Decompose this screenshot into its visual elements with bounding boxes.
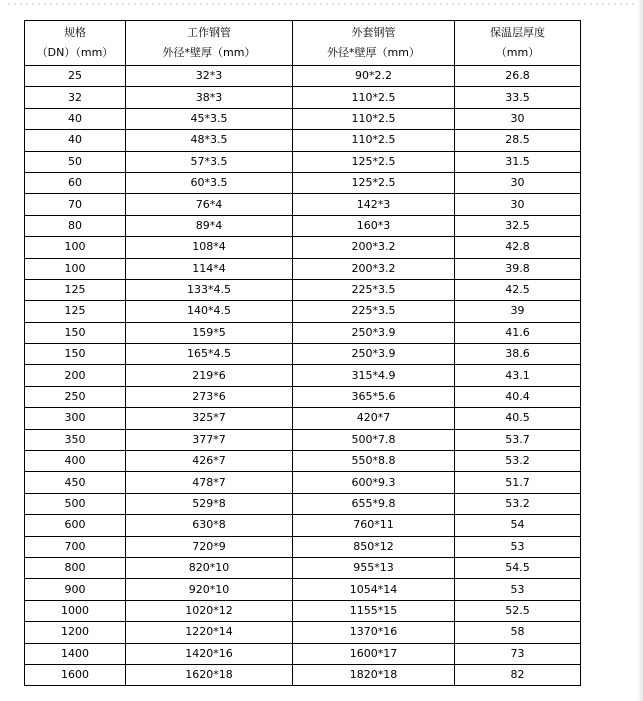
cell-working-pipe: 273*6 <box>126 386 293 407</box>
cell-spec-dn: 70 <box>25 194 126 215</box>
table-row <box>25 344 581 365</box>
cell-insulation-thickness: 38.6 <box>455 344 581 365</box>
cell-working-pipe: 38*3 <box>126 87 293 108</box>
cell-insulation-thickness: 53.2 <box>455 493 581 514</box>
cell-spec-dn: 400 <box>25 451 126 472</box>
cell-outer-casing-pipe: 420*7 <box>293 408 455 429</box>
cell-spec-dn: 80 <box>25 215 126 236</box>
table-row <box>25 664 581 685</box>
cell-insulation-thickness: 43.1 <box>455 365 581 386</box>
cell-working-pipe: 1420*16 <box>126 643 293 664</box>
table-row <box>25 451 581 472</box>
cell-working-pipe: 114*4 <box>126 258 293 279</box>
header-outer-casing-pipe: 外套钢管 外径*壁厚（mm） <box>293 21 455 66</box>
cell-spec-dn: 450 <box>25 472 126 493</box>
cell-spec-dn: 1600 <box>25 664 126 685</box>
cell-outer-casing-pipe: 1155*15 <box>293 600 455 621</box>
cell-outer-casing-pipe: 225*3.5 <box>293 279 455 300</box>
pipe-spec-table <box>24 20 581 686</box>
cell-outer-casing-pipe: 250*3.9 <box>293 344 455 365</box>
cell-working-pipe: 219*6 <box>126 365 293 386</box>
cell-outer-casing-pipe: 200*3.2 <box>293 258 455 279</box>
cell-insulation-thickness: 30 <box>455 108 581 129</box>
cell-insulation-thickness: 53.2 <box>455 451 581 472</box>
cell-spec-dn: 600 <box>25 515 126 536</box>
cell-working-pipe: 720*9 <box>126 536 293 557</box>
cell-working-pipe: 1620*18 <box>126 664 293 685</box>
cell-spec-dn: 200 <box>25 365 126 386</box>
cell-outer-casing-pipe: 550*8.8 <box>293 451 455 472</box>
table-row <box>25 258 581 279</box>
cell-outer-casing-pipe: 365*5.6 <box>293 386 455 407</box>
table-row <box>25 279 581 300</box>
cell-insulation-thickness: 41.6 <box>455 322 581 343</box>
cell-spec-dn: 32 <box>25 87 126 108</box>
table-row <box>25 622 581 643</box>
cell-spec-dn: 40 <box>25 130 126 151</box>
cell-working-pipe: 426*7 <box>126 451 293 472</box>
table-row <box>25 600 581 621</box>
header-spec-dn: 规格 （DN）（mm） <box>25 21 126 66</box>
cell-spec-dn: 50 <box>25 151 126 172</box>
table-row <box>25 472 581 493</box>
cell-insulation-thickness: 51.7 <box>455 472 581 493</box>
cell-working-pipe: 325*7 <box>126 408 293 429</box>
cell-outer-casing-pipe: 110*2.5 <box>293 87 455 108</box>
table-row <box>25 408 581 429</box>
cell-spec-dn: 40 <box>25 108 126 129</box>
cell-spec-dn: 125 <box>25 279 126 300</box>
cell-insulation-thickness: 53.7 <box>455 429 581 450</box>
cell-working-pipe: 1220*14 <box>126 622 293 643</box>
cell-insulation-thickness: 53 <box>455 579 581 600</box>
cell-working-pipe: 48*3.5 <box>126 130 293 151</box>
cell-working-pipe: 377*7 <box>126 429 293 450</box>
cell-insulation-thickness: 30 <box>455 194 581 215</box>
cell-spec-dn: 500 <box>25 493 126 514</box>
cell-working-pipe: 133*4.5 <box>126 279 293 300</box>
table-row <box>25 108 581 129</box>
cell-working-pipe: 630*8 <box>126 515 293 536</box>
cell-spec-dn: 25 <box>25 66 126 87</box>
table-row <box>25 66 581 87</box>
cell-outer-casing-pipe: 655*9.8 <box>293 493 455 514</box>
table-row <box>25 130 581 151</box>
cell-spec-dn: 1400 <box>25 643 126 664</box>
cell-working-pipe: 165*4.5 <box>126 344 293 365</box>
cell-spec-dn: 100 <box>25 237 126 258</box>
cell-spec-dn: 700 <box>25 536 126 557</box>
table-row <box>25 493 581 514</box>
cell-spec-dn: 900 <box>25 579 126 600</box>
cell-spec-dn: 1000 <box>25 600 126 621</box>
cell-outer-casing-pipe: 850*12 <box>293 536 455 557</box>
cell-insulation-thickness: 53 <box>455 536 581 557</box>
table-row <box>25 536 581 557</box>
table-row <box>25 557 581 578</box>
cell-insulation-thickness: 54.5 <box>455 557 581 578</box>
table-body <box>25 66 581 686</box>
cell-insulation-thickness: 40.4 <box>455 386 581 407</box>
cell-outer-casing-pipe: 315*4.9 <box>293 365 455 386</box>
cell-outer-casing-pipe: 760*11 <box>293 515 455 536</box>
cell-outer-casing-pipe: 1370*16 <box>293 622 455 643</box>
cell-working-pipe: 1020*12 <box>126 600 293 621</box>
table-row <box>25 151 581 172</box>
cell-working-pipe: 89*4 <box>126 215 293 236</box>
cell-insulation-thickness: 33.5 <box>455 87 581 108</box>
cell-outer-casing-pipe: 1054*14 <box>293 579 455 600</box>
table-row <box>25 301 581 322</box>
cell-insulation-thickness: 54 <box>455 515 581 536</box>
cell-outer-casing-pipe: 500*7.8 <box>293 429 455 450</box>
table-row <box>25 322 581 343</box>
cell-insulation-thickness: 82 <box>455 664 581 685</box>
cell-outer-casing-pipe: 200*3.2 <box>293 237 455 258</box>
cell-spec-dn: 350 <box>25 429 126 450</box>
table-row <box>25 643 581 664</box>
table-header <box>25 21 581 66</box>
cell-spec-dn: 300 <box>25 408 126 429</box>
cell-working-pipe: 159*5 <box>126 322 293 343</box>
table-row <box>25 579 581 600</box>
cell-insulation-thickness: 58 <box>455 622 581 643</box>
cell-spec-dn: 150 <box>25 344 126 365</box>
cell-working-pipe: 60*3.5 <box>126 172 293 193</box>
cell-spec-dn: 125 <box>25 301 126 322</box>
cell-spec-dn: 100 <box>25 258 126 279</box>
cell-working-pipe: 478*7 <box>126 472 293 493</box>
cell-insulation-thickness: 39 <box>455 301 581 322</box>
cell-outer-casing-pipe: 160*3 <box>293 215 455 236</box>
cell-working-pipe: 140*4.5 <box>126 301 293 322</box>
cell-outer-casing-pipe: 110*2.5 <box>293 130 455 151</box>
table-row <box>25 237 581 258</box>
cell-working-pipe: 529*8 <box>126 493 293 514</box>
cell-outer-casing-pipe: 125*2.5 <box>293 172 455 193</box>
cell-working-pipe: 108*4 <box>126 237 293 258</box>
cell-working-pipe: 920*10 <box>126 579 293 600</box>
table-row <box>25 515 581 536</box>
cell-outer-casing-pipe: 1820*18 <box>293 664 455 685</box>
cell-outer-casing-pipe: 955*13 <box>293 557 455 578</box>
cell-insulation-thickness: 26.8 <box>455 66 581 87</box>
cell-working-pipe: 820*10 <box>126 557 293 578</box>
cell-working-pipe: 57*3.5 <box>126 151 293 172</box>
cell-insulation-thickness: 39.8 <box>455 258 581 279</box>
table-row <box>25 215 581 236</box>
cell-outer-casing-pipe: 110*2.5 <box>293 108 455 129</box>
table-row <box>25 194 581 215</box>
cell-outer-casing-pipe: 125*2.5 <box>293 151 455 172</box>
cell-outer-casing-pipe: 90*2.2 <box>293 66 455 87</box>
cell-spec-dn: 250 <box>25 386 126 407</box>
table-row <box>25 87 581 108</box>
cell-insulation-thickness: 31.5 <box>455 151 581 172</box>
cell-insulation-thickness: 42.8 <box>455 237 581 258</box>
top-dotted-border <box>6 3 636 5</box>
cell-insulation-thickness: 73 <box>455 643 581 664</box>
cell-outer-casing-pipe: 600*9.3 <box>293 472 455 493</box>
cell-insulation-thickness: 30 <box>455 172 581 193</box>
table-row <box>25 172 581 193</box>
cell-outer-casing-pipe: 225*3.5 <box>293 301 455 322</box>
cell-outer-casing-pipe: 142*3 <box>293 194 455 215</box>
table-row <box>25 386 581 407</box>
cell-spec-dn: 1200 <box>25 622 126 643</box>
cell-working-pipe: 45*3.5 <box>126 108 293 129</box>
cell-insulation-thickness: 28.5 <box>455 130 581 151</box>
cell-outer-casing-pipe: 250*3.9 <box>293 322 455 343</box>
cell-insulation-thickness: 40.5 <box>455 408 581 429</box>
cell-spec-dn: 800 <box>25 557 126 578</box>
cell-insulation-thickness: 42.5 <box>455 279 581 300</box>
cell-outer-casing-pipe: 1600*17 <box>293 643 455 664</box>
cell-working-pipe: 32*3 <box>126 66 293 87</box>
table-row <box>25 365 581 386</box>
cell-spec-dn: 60 <box>25 172 126 193</box>
header-working-pipe: 工作钢管 外径*壁厚（mm） <box>126 21 293 66</box>
cell-spec-dn: 150 <box>25 322 126 343</box>
cell-insulation-thickness: 52.5 <box>455 600 581 621</box>
window-right-edge <box>637 0 643 701</box>
table-row <box>25 429 581 450</box>
cell-insulation-thickness: 32.5 <box>455 215 581 236</box>
header-insulation-thickness: 保温层厚度 （mm） <box>455 21 581 66</box>
cell-working-pipe: 76*4 <box>126 194 293 215</box>
